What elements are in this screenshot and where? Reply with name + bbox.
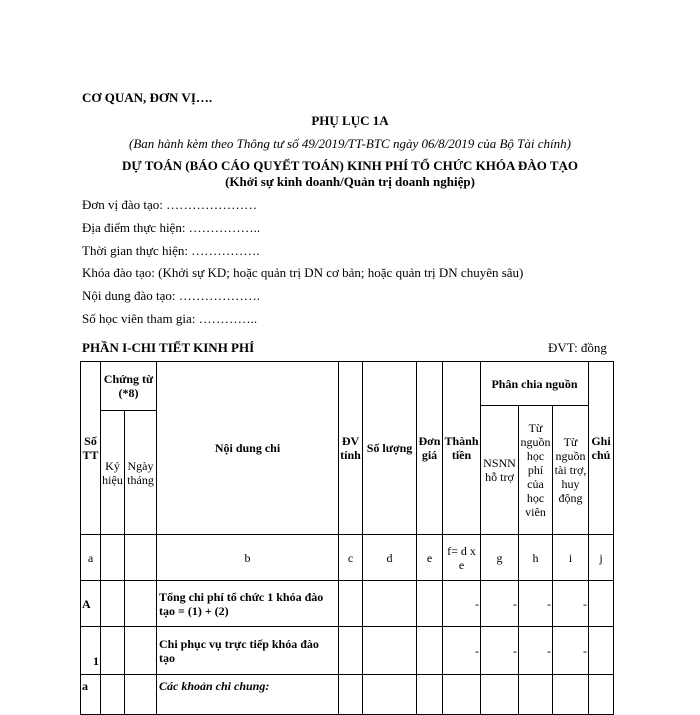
header-quantity: Số lượng	[363, 362, 417, 535]
row-content: Tổng chi phí tổ chức 1 khóa đào tạo = (1) + (2)	[157, 581, 339, 627]
header-state-budget: NSNN hỗ trợ	[481, 406, 519, 535]
empty-cell	[417, 627, 443, 675]
row-number: 1	[81, 627, 101, 675]
cost-table	[80, 361, 614, 715]
amount-dash: -	[553, 581, 589, 627]
table-row	[81, 675, 614, 715]
header-source-split: Phân chia nguồn	[481, 362, 589, 406]
empty-cell	[589, 675, 614, 715]
empty-cell	[363, 581, 417, 627]
code-cell	[125, 535, 157, 581]
empty-cell	[339, 627, 363, 675]
empty-cell	[339, 581, 363, 627]
amount-dash: -	[553, 627, 589, 675]
row-content: Các khoản chi chung:	[157, 675, 339, 715]
empty-cell	[417, 675, 443, 715]
row-number: a	[81, 675, 101, 715]
code-cell: d	[363, 535, 417, 581]
amount-dash: -	[519, 627, 553, 675]
appendix-label: PHỤ LỤC 1A	[311, 113, 389, 128]
amount-dash: -	[481, 581, 519, 627]
header-content: Nội dung chi	[157, 362, 339, 535]
code-cell: g	[481, 535, 519, 581]
empty-cell	[101, 675, 125, 715]
header-amount: Thành tiền	[443, 362, 481, 535]
header-voucher-code: Ký hiệu	[101, 411, 125, 535]
section-title: PHẦN I-CHI TIẾT KINH PHÍ	[82, 340, 255, 355]
agency-name: CƠ QUAN, ĐƠN VỊ….	[82, 90, 213, 105]
amount-dash: -	[481, 627, 519, 675]
row-content: Chi phục vụ trực tiếp khóa đào tạo	[157, 627, 339, 675]
empty-cell	[363, 627, 417, 675]
empty-cell	[519, 675, 553, 715]
empty-cell	[481, 675, 519, 715]
code-cell: i	[553, 535, 589, 581]
amount-dash: -	[519, 581, 553, 627]
header-sponsor-source: Từ nguồn tài trợ, huy động	[553, 406, 589, 535]
empty-cell	[125, 581, 157, 627]
empty-cell	[553, 675, 589, 715]
field-time: Thời gian thực hiện: …………….	[82, 243, 260, 258]
empty-cell	[417, 581, 443, 627]
empty-cell	[125, 675, 157, 715]
issued-note: (Ban hành kèm theo Thông tư số 49/2019/TT-BTC ngày 06/8/2019 của Bộ Tài chính)	[129, 136, 571, 151]
field-location: Địa điểm thực hiện: ……………..	[82, 220, 261, 235]
header-tuition-source: Từ nguồn học phí của học viên	[519, 406, 553, 535]
code-cell: j	[589, 535, 614, 581]
empty-cell	[125, 627, 157, 675]
amount-dash: -	[443, 581, 481, 627]
empty-cell	[363, 675, 417, 715]
empty-cell	[339, 675, 363, 715]
amount-dash: -	[443, 627, 481, 675]
table-row	[81, 581, 614, 627]
table-row	[81, 627, 614, 675]
code-cell: h	[519, 535, 553, 581]
header-voucher: Chứng từ (*8)	[101, 362, 157, 411]
field-course: Khóa đào tạo: (Khởi sự KD; hoặc quản trị DN cơ bản; hoặc quản trị DN chuyên sâu)	[82, 265, 524, 280]
header-notes: Ghi chú	[589, 362, 614, 535]
code-cell: a	[81, 535, 101, 581]
code-cell	[101, 535, 125, 581]
empty-cell	[443, 675, 481, 715]
field-content: Nội dung đào tạo: ……………….	[82, 288, 261, 303]
header-unit: ĐV tính	[339, 362, 363, 535]
code-cell: c	[339, 535, 363, 581]
empty-cell	[101, 581, 125, 627]
field-participants: Số học viên tham gia: …………..	[82, 311, 258, 326]
code-cell: e	[417, 535, 443, 581]
code-cell: b	[157, 535, 339, 581]
empty-cell	[589, 627, 614, 675]
header-unit-price: Đơn giá	[417, 362, 443, 535]
currency-unit: ĐVT: đồng	[548, 340, 607, 355]
row-number: A	[81, 581, 101, 627]
field-training-unit: Đơn vị đào tạo: …………………	[82, 197, 258, 212]
code-cell: f= d x e	[443, 535, 481, 581]
document-subtitle: (Khởi sự kinh doanh/Quản trị doanh nghiệp)	[225, 174, 475, 189]
empty-cell	[101, 627, 125, 675]
empty-cell	[589, 581, 614, 627]
header-stt: Số TT	[81, 362, 101, 535]
header-voucher-date: Ngày tháng	[125, 411, 157, 535]
document-title: DỰ TOÁN (BÁO CÁO QUYẾT TOÁN) KINH PHÍ TỔ CHỨC KHÓA ĐÀO TẠO	[121, 158, 579, 173]
column-code-row	[81, 535, 614, 581]
